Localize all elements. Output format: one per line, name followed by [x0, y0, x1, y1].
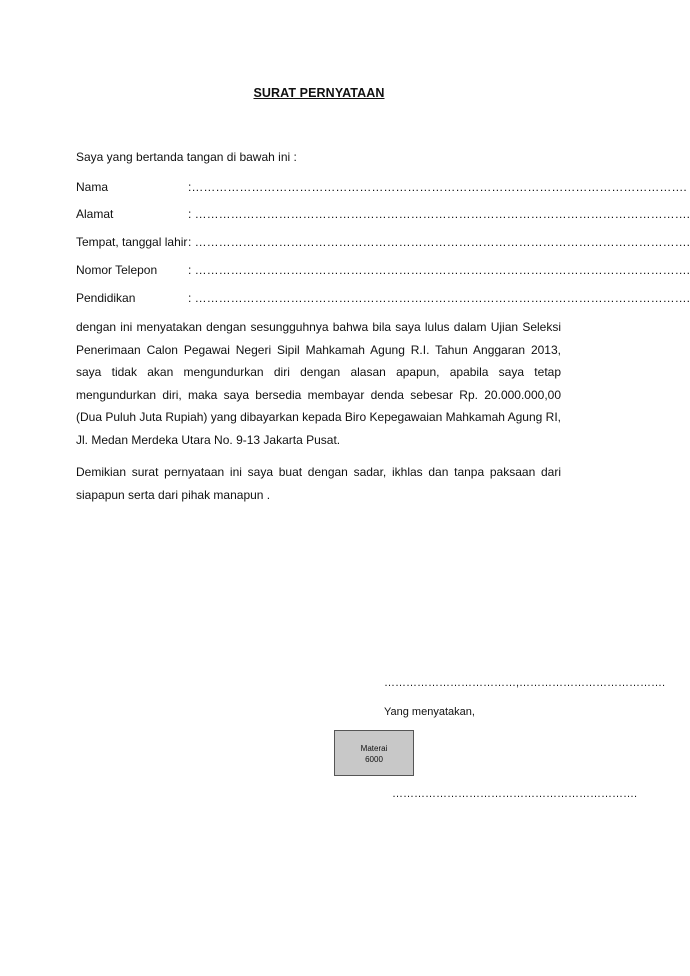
intro-text: Saya yang bertanda tangan di bawah ini : [76, 150, 297, 164]
field-label: Nama [76, 180, 109, 194]
field-alamat [76, 207, 690, 225]
field-label: Alamat [76, 207, 114, 221]
stamp-box [334, 730, 414, 776]
field-label: Nomor Telepon [76, 263, 158, 277]
closing-paragraph: Demikian surat pernyataan ini saya buat dengan sadar, ikhlas dan tanpa paksaan dari siapapun serta dari pihak manapun . [76, 465, 561, 502]
field-tempat-tanggal-lahir [76, 235, 690, 253]
field-nomor-telepon [76, 263, 690, 281]
document-title: SURAT PERNYATAAN [253, 86, 385, 100]
field-label: Tempat, tanggal lahir [76, 235, 188, 249]
field-label: Pendidikan [76, 291, 136, 305]
stamp-value: 6000 [365, 755, 383, 764]
field-value: :……………………………………………………………………………………………………………. [188, 180, 687, 194]
field-value: : ……………………………………………………………………………………………………………. [188, 263, 690, 277]
signature-name-line: …………………………………………………………. [392, 788, 638, 800]
field-pendidikan [76, 291, 690, 309]
field-value: : ……………………………………………………………………………………………………………. [188, 207, 690, 221]
stamp-label: Materai [360, 744, 388, 753]
place-date-line: ………………………………,…………………………………. [384, 677, 666, 689]
field-value: : ……………………………………………………………………………………………………………. [188, 291, 690, 305]
declarant-label: Yang menyatakan, [384, 706, 475, 718]
statement-paragraph: dengan ini menyatakan dengan sesungguhnya bahwa bila saya lulus dalam Ujian Seleksi Penerimaan Calon Pegawai Negeri Sipil Mahkamah Agung R.I. Tahun Anggaran 2013, saya tidak akan mengundurkan diri dengan alasan apapun, apabila saya tetap mengundurkan diri, maka saya bersedia membayar denda sebesar Rp. 20.000.000,00 (Dua Puluh Juta Rupiah) yang dibayarkan kepada Biro Kepegawaian Mahkamah Agung RI, Jl. Medan Merdeka Utara No. 9-13 Jakarta Pusat. [76, 320, 561, 447]
field-value: : ……………………………………………………………………………………………………………. [188, 235, 690, 249]
field-nama [76, 180, 687, 198]
